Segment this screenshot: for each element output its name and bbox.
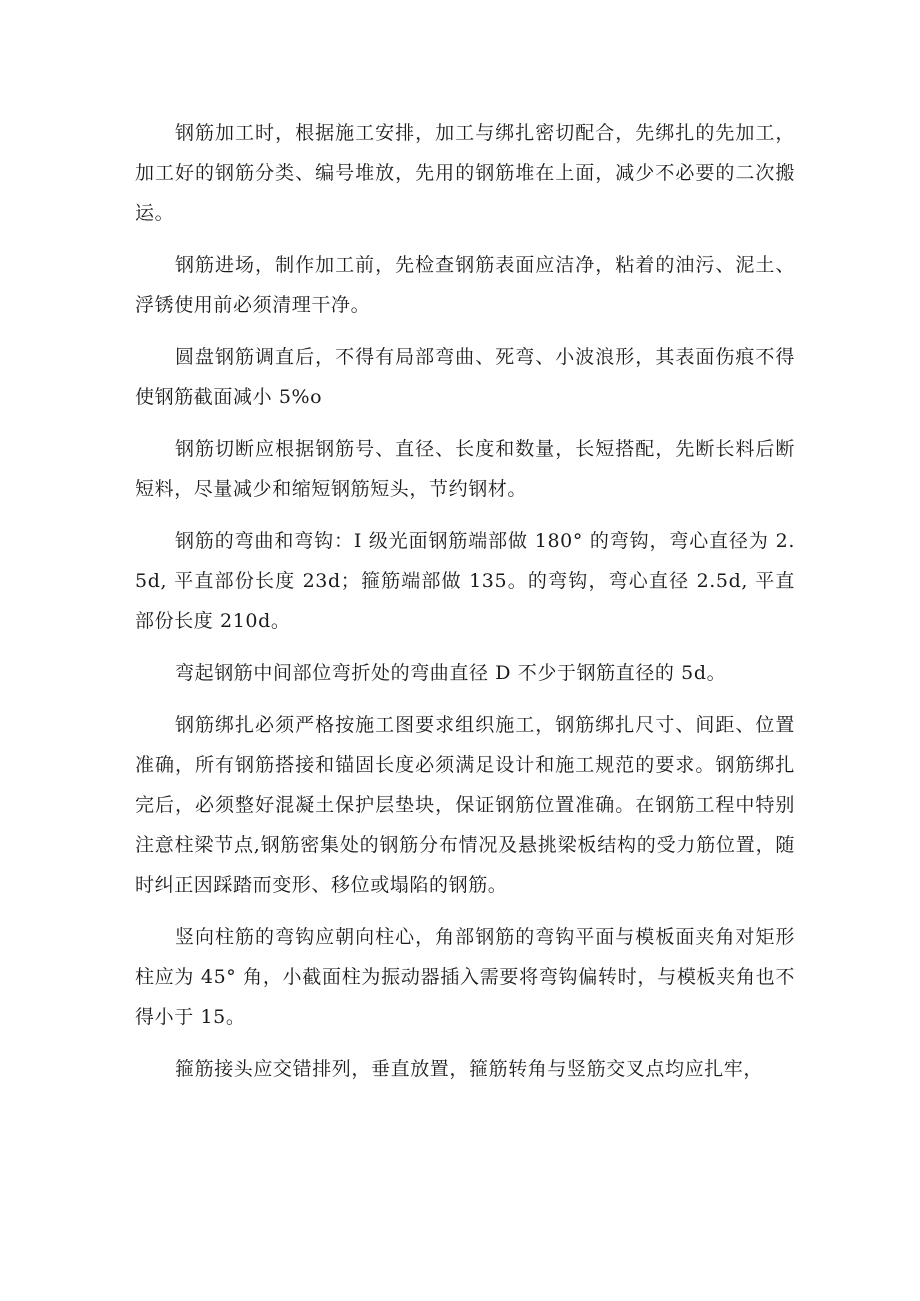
- paragraph-bent-bar-diameter: 弯起钢筋中间部位弯折处的弯曲直径 D 不少于钢筋直径的 5d。: [175, 662, 727, 684]
- paragraph-rebar-inspection: 钢筋进场，制作加工前，先检查钢筋表面应洁净，粘着的油污、泥土、浮锈使用前必须清理干净。: [135, 254, 795, 316]
- paragraph-coil-straightening: 圆盘钢筋调直后，不得有局部弯曲、死弯、小波浪形，其表面伤痕不得使钢筋截面减小 5%o: [135, 346, 795, 408]
- paragraph-bending-hooks: 钢筋的弯曲和弯钩：I 级光面钢筋端部做 180° 的弯钩，弯心直径为 2.5d, 平直部份长度 23d；箍筋端部做 135。的弯钩，弯心直径 2.5d, 平直部份长度 210d。: [135, 530, 795, 632]
- paragraph-column-hooks: 竖向柱筋的弯钩应朝向柱心，角部钢筋的弯钩平面与模板面夹角对矩形柱应为 45° 角，小截面柱为振动器插入需要将弯钩偏转时，与模板夹角也不得小于 15。: [135, 926, 795, 1028]
- paragraph-rebar-binding: 钢筋绑扎必须严格按施工图要求组织施工，钢筋绑扎尺寸、间距、位置准确，所有钢筋搭接和锚固长度必须满足设计和施工规范的要求。钢筋绑扎完后，必须整好混凝土保护层垫块，保证钢筋位置准确。在钢筋工程中特别注意柱梁节点,钢筋密集处的钢筋分布情况及悬挑梁板结构的受力筋位置，随时纠正因踩踏而变形、移位或塌陷的钢筋。: [135, 714, 795, 896]
- paragraph-rebar-cutting: 钢筋切断应根据钢筋号、直径、长度和数量，长短搭配，先断长料后断短料，尽量减少和缩短钢筋短头，节约钢材。: [135, 438, 795, 500]
- document-body: [135, 113, 795, 1101]
- paragraph-rebar-processing: 钢筋加工时，根据施工安排，加工与绑扎密切配合，先绑扎的先加工，加工好的钢筋分类、编号堆放，先用的钢筋堆在上面，减少不必要的二次搬运。: [135, 122, 795, 224]
- paragraph-stirrup-joints: 箍筋接头应交错排列，垂直放置，箍筋转角与竖筋交叉点均应扎牢，: [175, 1058, 764, 1080]
